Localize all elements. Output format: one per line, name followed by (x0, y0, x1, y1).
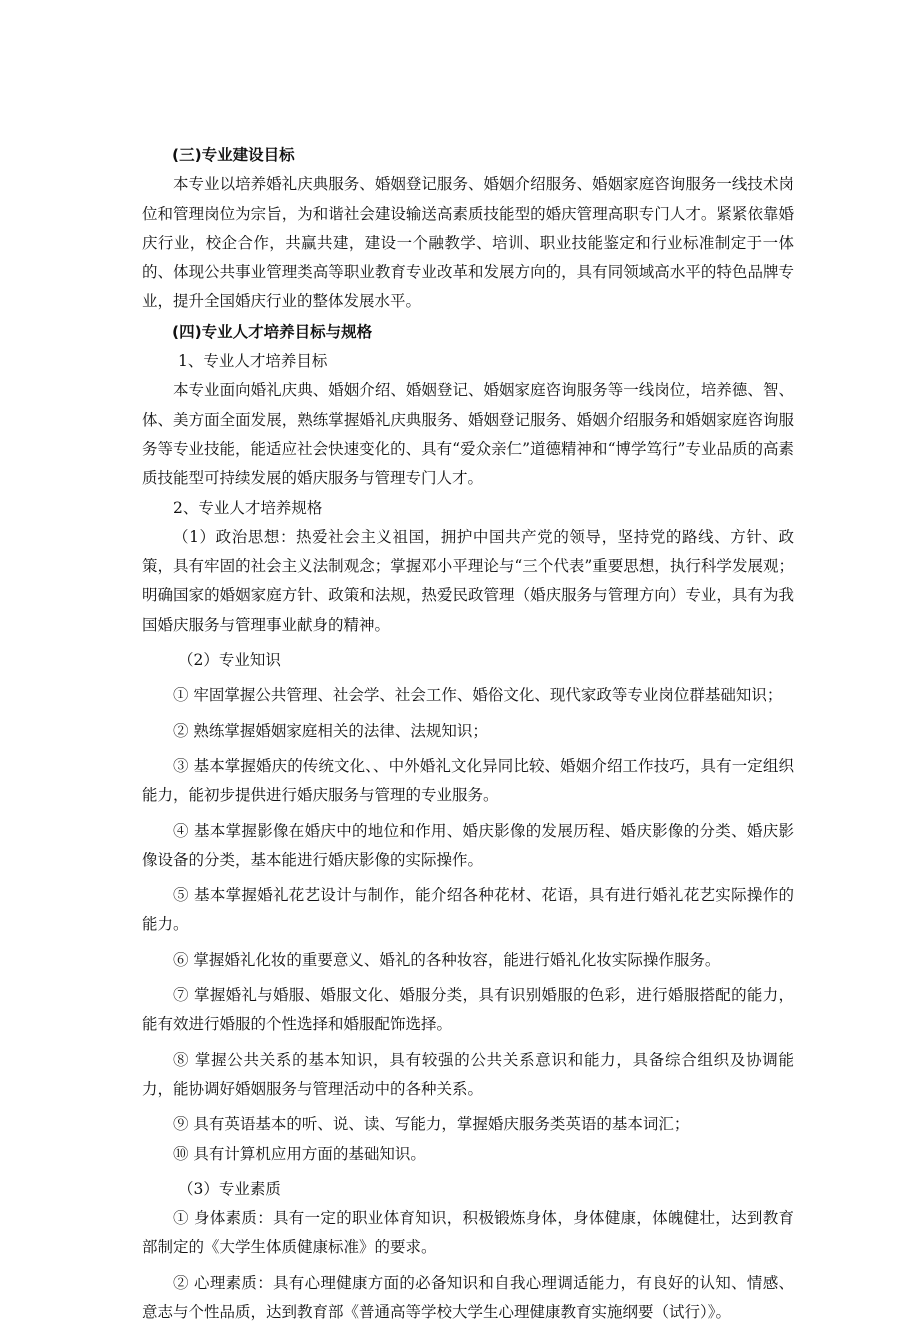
knowledge-item: ⑨ 具有英语基本的听、说、读、写能力，掌握婚庆服务类英语的基本词汇； (173, 1115, 690, 1134)
knowledge-list (142, 681, 794, 1168)
quality-item: ① 身体素质：具有一定的职业体育知识，积极锻炼身体，身体健康，体魄健壮，达到教育部制定的《大学生体质健康标准》的要求。 (142, 1209, 794, 1257)
knowledge-item: ① 牢固掌握公共管理、社会学、社会工作、婚俗文化、现代家政等专业岗位群基础知识； (173, 686, 783, 705)
knowledge-item: ④ 基本掌握影像在婚庆中的地位和作用、婚庆影像的发展历程、婚庆影像的分类、婚庆影像设备的分类，基本能进行婚庆影像的实际操作。 (142, 821, 794, 869)
quality-title: （3）专业素质 (178, 1179, 281, 1198)
knowledge-item: ⑥ 掌握婚礼化妆的重要意义、婚礼的各种妆容，能进行婚礼化妆实际操作服务。 (173, 950, 721, 969)
quality-item: ② 心理素质：具有心理健康方面的必备知识和自我心理调适能力，有良好的认知、情感、意志与个性品质，达到教育部《普通高等学校大学生心理健康教育实施纲要（试行）》。 (142, 1273, 794, 1321)
knowledge-item: ③ 基本掌握婚庆的传统文化、、中外婚礼文化异同比较、婚姻介绍工作技巧，具有一定组织能力，能初步提供进行婚庆服务与管理的专业服务。 (142, 756, 794, 805)
subsection-title-talent-spec: 2、专业人才培养规格 (173, 498, 323, 517)
knowledge-item: ⑦ 掌握婚礼与婚服、婚服文化、婚服分类，具有识别婚服的色彩，进行婚服搭配的能力，能有效进行婚服的个性选择和婚服配饰选择。 (142, 986, 794, 1034)
quality-list (142, 1204, 794, 1327)
goals-paragraph: 本专业以培养婚礼庆典服务、婚姻登记服务、婚姻介绍服务、婚姻家庭咨询服务一线技术岗位和管理岗位为宗旨，为和谐社会建设输送高素质技能型的婚庆管理高职专门人才。紧紧依靠婚庆行业，校企合作，共赢共建，建设一个融教学、培训、职业技能鉴定和行业标准制定于一体的、体现公共事业管理类高等职业教育专业改革和发展方向的，具有同领域高水平的特色品牌专业，提升全国婚庆行业的整体发展水平。 (142, 175, 794, 311)
knowledge-item: ② 熟练掌握婚姻家庭相关的法律、法规知识； (173, 721, 488, 740)
subsection-title-talent-goal: 1、专业人才培养目标 (178, 352, 328, 371)
section-heading-goals: (三)专业建设目标 (172, 146, 295, 164)
document-page (142, 140, 794, 1327)
knowledge-item: ⑤ 基本掌握婚礼花艺设计与制作，能介绍各种花材、花语，具有进行婚礼花艺实际操作的能力。 (142, 886, 794, 934)
knowledge-item: ⑩ 具有计算机应用方面的基础知识。 (173, 1144, 426, 1163)
talent-goal-paragraph: 本专业面向婚礼庆典、婚姻介绍、婚姻登记、婚姻家庭咨询服务等一线岗位，培养德、智、体、美方面全面发展，熟练掌握婚礼庆典服务、婚姻登记服务、婚姻介绍服务和婚姻家庭咨询服务等专业技能，能适应社会快速变化的、具有“爱众亲仁”道德精神和“博学笃行”专业品质的高素质技能型可持续发展的婚庆服务与管理专门人才。 (142, 381, 794, 488)
knowledge-title: （2）专业知识 (178, 651, 281, 670)
knowledge-item: ⑧ 掌握公共关系的基本知识，具有较强的公共关系意识和能力，具备综合组织及协调能力，能协调好婚姻服务与管理活动中的各种关系。 (142, 1050, 794, 1098)
politics-paragraph: （1）政治思想：热爱社会主义祖国，拥护中国共产党的领导，坚持党的路线、方针、政策，具有牢固的社会主义法制观念；掌握邓小平理论与“三个代表”重要思想，执行科学发展观；明确国家的婚姻家庭方针、政策和法规，热爱民政管理（婚庆服务与管理方向）专业，具有为我国婚庆服务与管理事业献身的精神。 (142, 527, 794, 634)
section-heading-talent: (四)专业人才培养目标与规格 (172, 322, 373, 341)
